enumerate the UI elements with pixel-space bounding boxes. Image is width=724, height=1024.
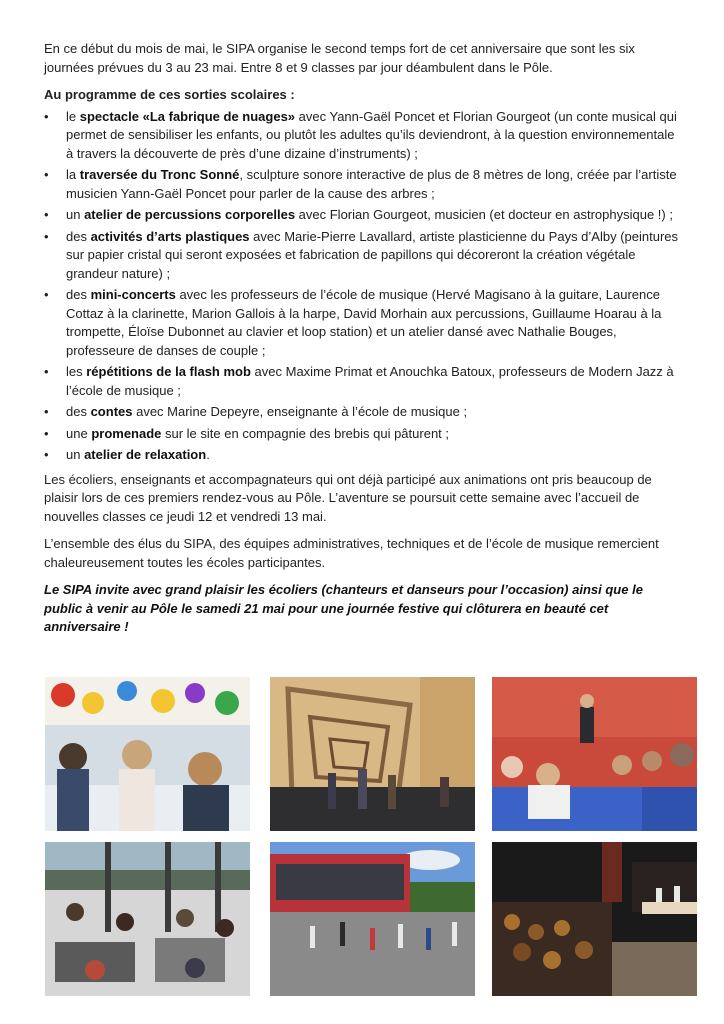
list-item: • le spectacle «La fabrique de nuages» avec Yann-Gaël Poncet et Florian Gourgeot (un conte musical qui permet de sensibiliser les enfants, ou plutôt les adultes qu’ils deviendront, à la question environnementale à travers la découverte de près d’une dizaine d’instruments) ; bbox=[44, 108, 684, 164]
list-item: • une promenade sur le site en compagnie des brebis qui pâturent ; bbox=[44, 425, 684, 444]
list-item: • des mini-concerts avec les professeurs de l’école de musique (Hervé Magisano à la guitare, Laurence Cottaz à la clarinette, Marion Gallois à la harpe, David Morhain aux percussions, Guillaume Hoarau à la trompette, Éloïse Dubonnet au clavier et loop station) et un atelier dansé avec Nathalie Bouges, professeure de danses de couple ; bbox=[44, 286, 684, 360]
programme-heading: Au programme de ces sorties scolaires : bbox=[44, 87, 295, 102]
list-item: • des contes avec Marine Depeyre, enseignante à l’école de musique ; bbox=[44, 403, 684, 422]
photo-outdoor-activity bbox=[45, 842, 250, 996]
photo-mini-concert bbox=[492, 677, 697, 831]
list-item: • les répétitions de la flash mob avec Maxime Primat et Anouchka Batoux, professeurs de Modern Jazz à l’école de musique ; bbox=[44, 363, 684, 400]
photo-flash-mob bbox=[270, 842, 475, 996]
photo-wooden-sculpture bbox=[270, 677, 475, 831]
list-item: • la traversée du Tronc Sonné, sculpture sonore interactive de plus de 8 mètres de long, créée par l’artiste musicien Yann-Gaël Poncet pour parler de la cause des arbres ; bbox=[44, 166, 684, 203]
list-item: • des activités d’arts plastiques avec Marie-Pierre Lavallard, artiste plasticienne du Pays d’Alby (peintures sur papier cristal qui seront exposées et fabrication de papillons qui décoreront la création végétale grandeur nature) ; bbox=[44, 228, 684, 284]
list-item: • un atelier de percussions corporelles avec Florian Gourgeot, musicien (et docteur en astrophysique !) ; bbox=[44, 206, 684, 225]
closing-invitation: Le SIPA invite avec grand plaisir les écoliers (chanteurs et danseurs pour l’occasion) ainsi que le public à venir au Pôle le samedi 21 mai pour une journée festive qui clôturera en beauté cet anniversaire ! bbox=[44, 582, 643, 634]
experience-paragraph: Les écoliers, enseignants et accompagnateurs qui ont déjà participé aux animations ont pris beaucoup de plaisir lors de ces premiers rendez-vous au Pôle. L’aventure se poursuit cette semaine avec l’accueil de nouvelles classes ce jeudi 12 et vendredi 13 mai. bbox=[44, 471, 652, 524]
photo-children-painting bbox=[45, 677, 250, 831]
article-body bbox=[44, 40, 684, 646]
list-item: • un atelier de relaxation. bbox=[44, 446, 684, 465]
photo-theatre-audience bbox=[492, 842, 697, 996]
programme-list bbox=[44, 108, 684, 465]
thanks-paragraph: L’ensemble des élus du SIPA, des équipes administratives, techniques et de l’école de musique remercient chaleureusement toutes les écoles participantes. bbox=[44, 536, 659, 570]
intro-paragraph: En ce début du mois de mai, le SIPA organise le second temps fort de cet anniversaire que sont les six journées prévues du 3 au 23 mai. Entre 8 et 9 classes par jour déambulent dans le Pôle. bbox=[44, 41, 635, 75]
